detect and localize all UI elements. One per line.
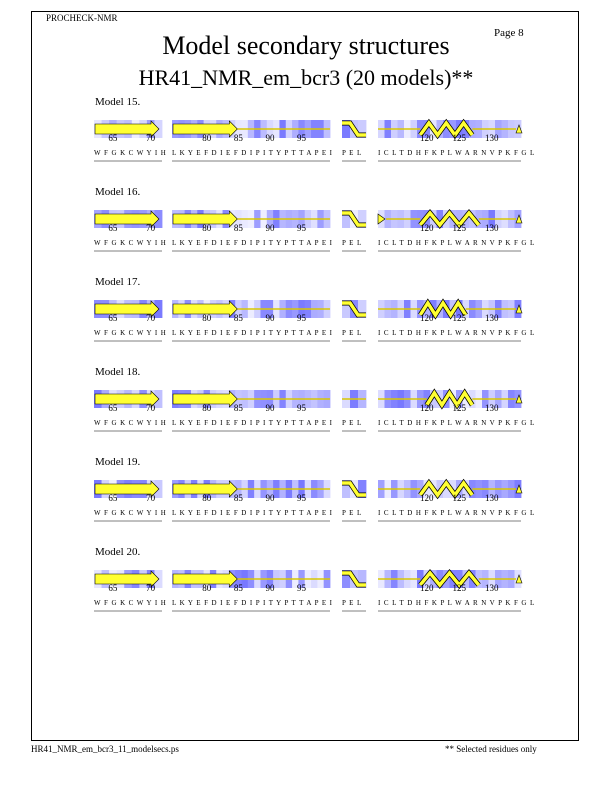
- page-title: Model secondary structures: [162, 31, 450, 60]
- residue-number-tick: 90: [265, 223, 275, 233]
- residue-number-tick: 130: [485, 403, 499, 413]
- residue-number-tick: 65: [108, 403, 118, 413]
- residue-number-tick: 85: [233, 583, 243, 593]
- residue-number-tick: 120: [420, 223, 434, 233]
- footer-filename: HR41_NMR_em_bcr3_11_modelsecs.ps: [31, 744, 179, 754]
- residue-number-tick: 70: [146, 403, 156, 413]
- model-label: Model 20.: [95, 546, 141, 558]
- model-panel: [0, 456, 612, 546]
- program-name: PROCHECK-NMR: [46, 13, 118, 23]
- residue-number-tick: 65: [108, 223, 118, 233]
- residue-sequence: L K Y E F D I E F D I P I T Y P T T A P E I: [172, 149, 333, 157]
- residue-number-tick: 65: [108, 583, 118, 593]
- residue-number-tick: 70: [146, 313, 156, 323]
- residue-number-tick: 80: [202, 403, 212, 413]
- residue-number-tick: 95: [297, 493, 307, 503]
- residue-number-tick: 85: [233, 313, 243, 323]
- residue-sequence: W F G K C W Y I H: [94, 239, 167, 247]
- residue-number-tick: 90: [265, 403, 275, 413]
- residue-sequence: I C L T D H F K P L W A R N V P K F G L: [378, 149, 536, 157]
- residue-number-tick: 120: [420, 133, 434, 143]
- residue-sequence: L K Y E F D I E F D I P I T Y P T T A P E I: [172, 509, 333, 517]
- residue-number-tick: 130: [485, 493, 499, 503]
- residue-number-tick: 85: [233, 133, 243, 143]
- residue-sequence: W F G K C W Y I H: [94, 149, 167, 157]
- residue-sequence: L K Y E F D I E F D I P I T Y P T T A P E I: [172, 239, 333, 247]
- model-label: Model 19.: [95, 456, 141, 468]
- residue-number-tick: 125: [452, 583, 466, 593]
- residue-sequence: P E L: [342, 419, 363, 427]
- residue-number-tick: 125: [452, 493, 466, 503]
- residue-sequence: W F G K C W Y I H: [94, 599, 167, 607]
- residue-number-tick: 130: [485, 133, 499, 143]
- residue-sequence: I C L T D H F K P L W A R N V P K F G L: [378, 419, 536, 427]
- residue-sequence: L K Y E F D I E F D I P I T Y P T T A P E I: [172, 419, 333, 427]
- residue-sequence: P E L: [342, 149, 363, 157]
- residue-sequence: P E L: [342, 599, 363, 607]
- model-panel: [0, 366, 612, 456]
- residue-number-tick: 120: [420, 493, 434, 503]
- model-label: Model 15.: [95, 96, 141, 108]
- residue-number-tick: 70: [146, 223, 156, 233]
- residue-number-tick: 95: [297, 583, 307, 593]
- residue-number-tick: 65: [108, 493, 118, 503]
- residue-number-tick: 65: [108, 313, 118, 323]
- residue-number-tick: 120: [420, 313, 434, 323]
- residue-sequence: P E L: [342, 239, 363, 247]
- residue-number-tick: 130: [485, 223, 499, 233]
- residue-number-tick: 125: [452, 313, 466, 323]
- residue-number-tick: 95: [297, 403, 307, 413]
- residue-number-tick: 130: [485, 583, 499, 593]
- model-panel: [0, 186, 612, 276]
- model-panel: [0, 276, 612, 366]
- residue-number-tick: 80: [202, 493, 212, 503]
- residue-sequence: W F G K C W Y I H: [94, 509, 167, 517]
- residue-number-tick: 85: [233, 493, 243, 503]
- residue-number-tick: 120: [420, 403, 434, 413]
- model-label: Model 17.: [95, 276, 141, 288]
- residue-number-tick: 90: [265, 583, 275, 593]
- residue-number-tick: 125: [452, 223, 466, 233]
- residue-sequence: W F G K C W Y I H: [94, 419, 167, 427]
- residue-sequence: L K Y E F D I E F D I P I T Y P T T A P E I: [172, 599, 333, 607]
- residue-number-tick: 90: [265, 133, 275, 143]
- model-label: Model 16.: [95, 186, 141, 198]
- residue-number-tick: 90: [265, 313, 275, 323]
- footer-note: ** Selected residues only: [445, 744, 537, 754]
- page-subtitle: HR41_NMR_em_bcr3 (20 models)**: [138, 65, 474, 90]
- residue-sequence: L K Y E F D I E F D I P I T Y P T T A P E I: [172, 329, 333, 337]
- residue-number-tick: 85: [233, 403, 243, 413]
- residue-number-tick: 80: [202, 133, 212, 143]
- residue-sequence: W F G K C W Y I H: [94, 329, 167, 337]
- model-panel: [0, 546, 612, 636]
- residue-sequence: I C L T D H F K P L W A R N V P K F G L: [378, 509, 536, 517]
- residue-number-tick: 120: [420, 583, 434, 593]
- residue-sequence: P E L: [342, 509, 363, 517]
- residue-number-tick: 80: [202, 583, 212, 593]
- residue-number-tick: 95: [297, 223, 307, 233]
- residue-number-tick: 95: [297, 313, 307, 323]
- residue-number-tick: 70: [146, 493, 156, 503]
- page-number: Page 8: [494, 27, 524, 39]
- residue-number-tick: 65: [108, 133, 118, 143]
- model-panel: [0, 96, 612, 186]
- residue-sequence: I C L T D H F K P L W A R N V P K F G L: [378, 599, 536, 607]
- residue-number-tick: 125: [452, 403, 466, 413]
- residue-number-tick: 130: [485, 313, 499, 323]
- residue-number-tick: 90: [265, 493, 275, 503]
- residue-sequence: I C L T D H F K P L W A R N V P K F G L: [378, 239, 536, 247]
- residue-number-tick: 95: [297, 133, 307, 143]
- residue-sequence: P E L: [342, 329, 363, 337]
- residue-number-tick: 80: [202, 223, 212, 233]
- residue-sequence: I C L T D H F K P L W A R N V P K F G L: [378, 329, 536, 337]
- residue-number-tick: 70: [146, 133, 156, 143]
- residue-number-tick: 85: [233, 223, 243, 233]
- residue-number-tick: 70: [146, 583, 156, 593]
- model-label: Model 18.: [95, 366, 141, 378]
- residue-number-tick: 80: [202, 313, 212, 323]
- residue-number-tick: 125: [452, 133, 466, 143]
